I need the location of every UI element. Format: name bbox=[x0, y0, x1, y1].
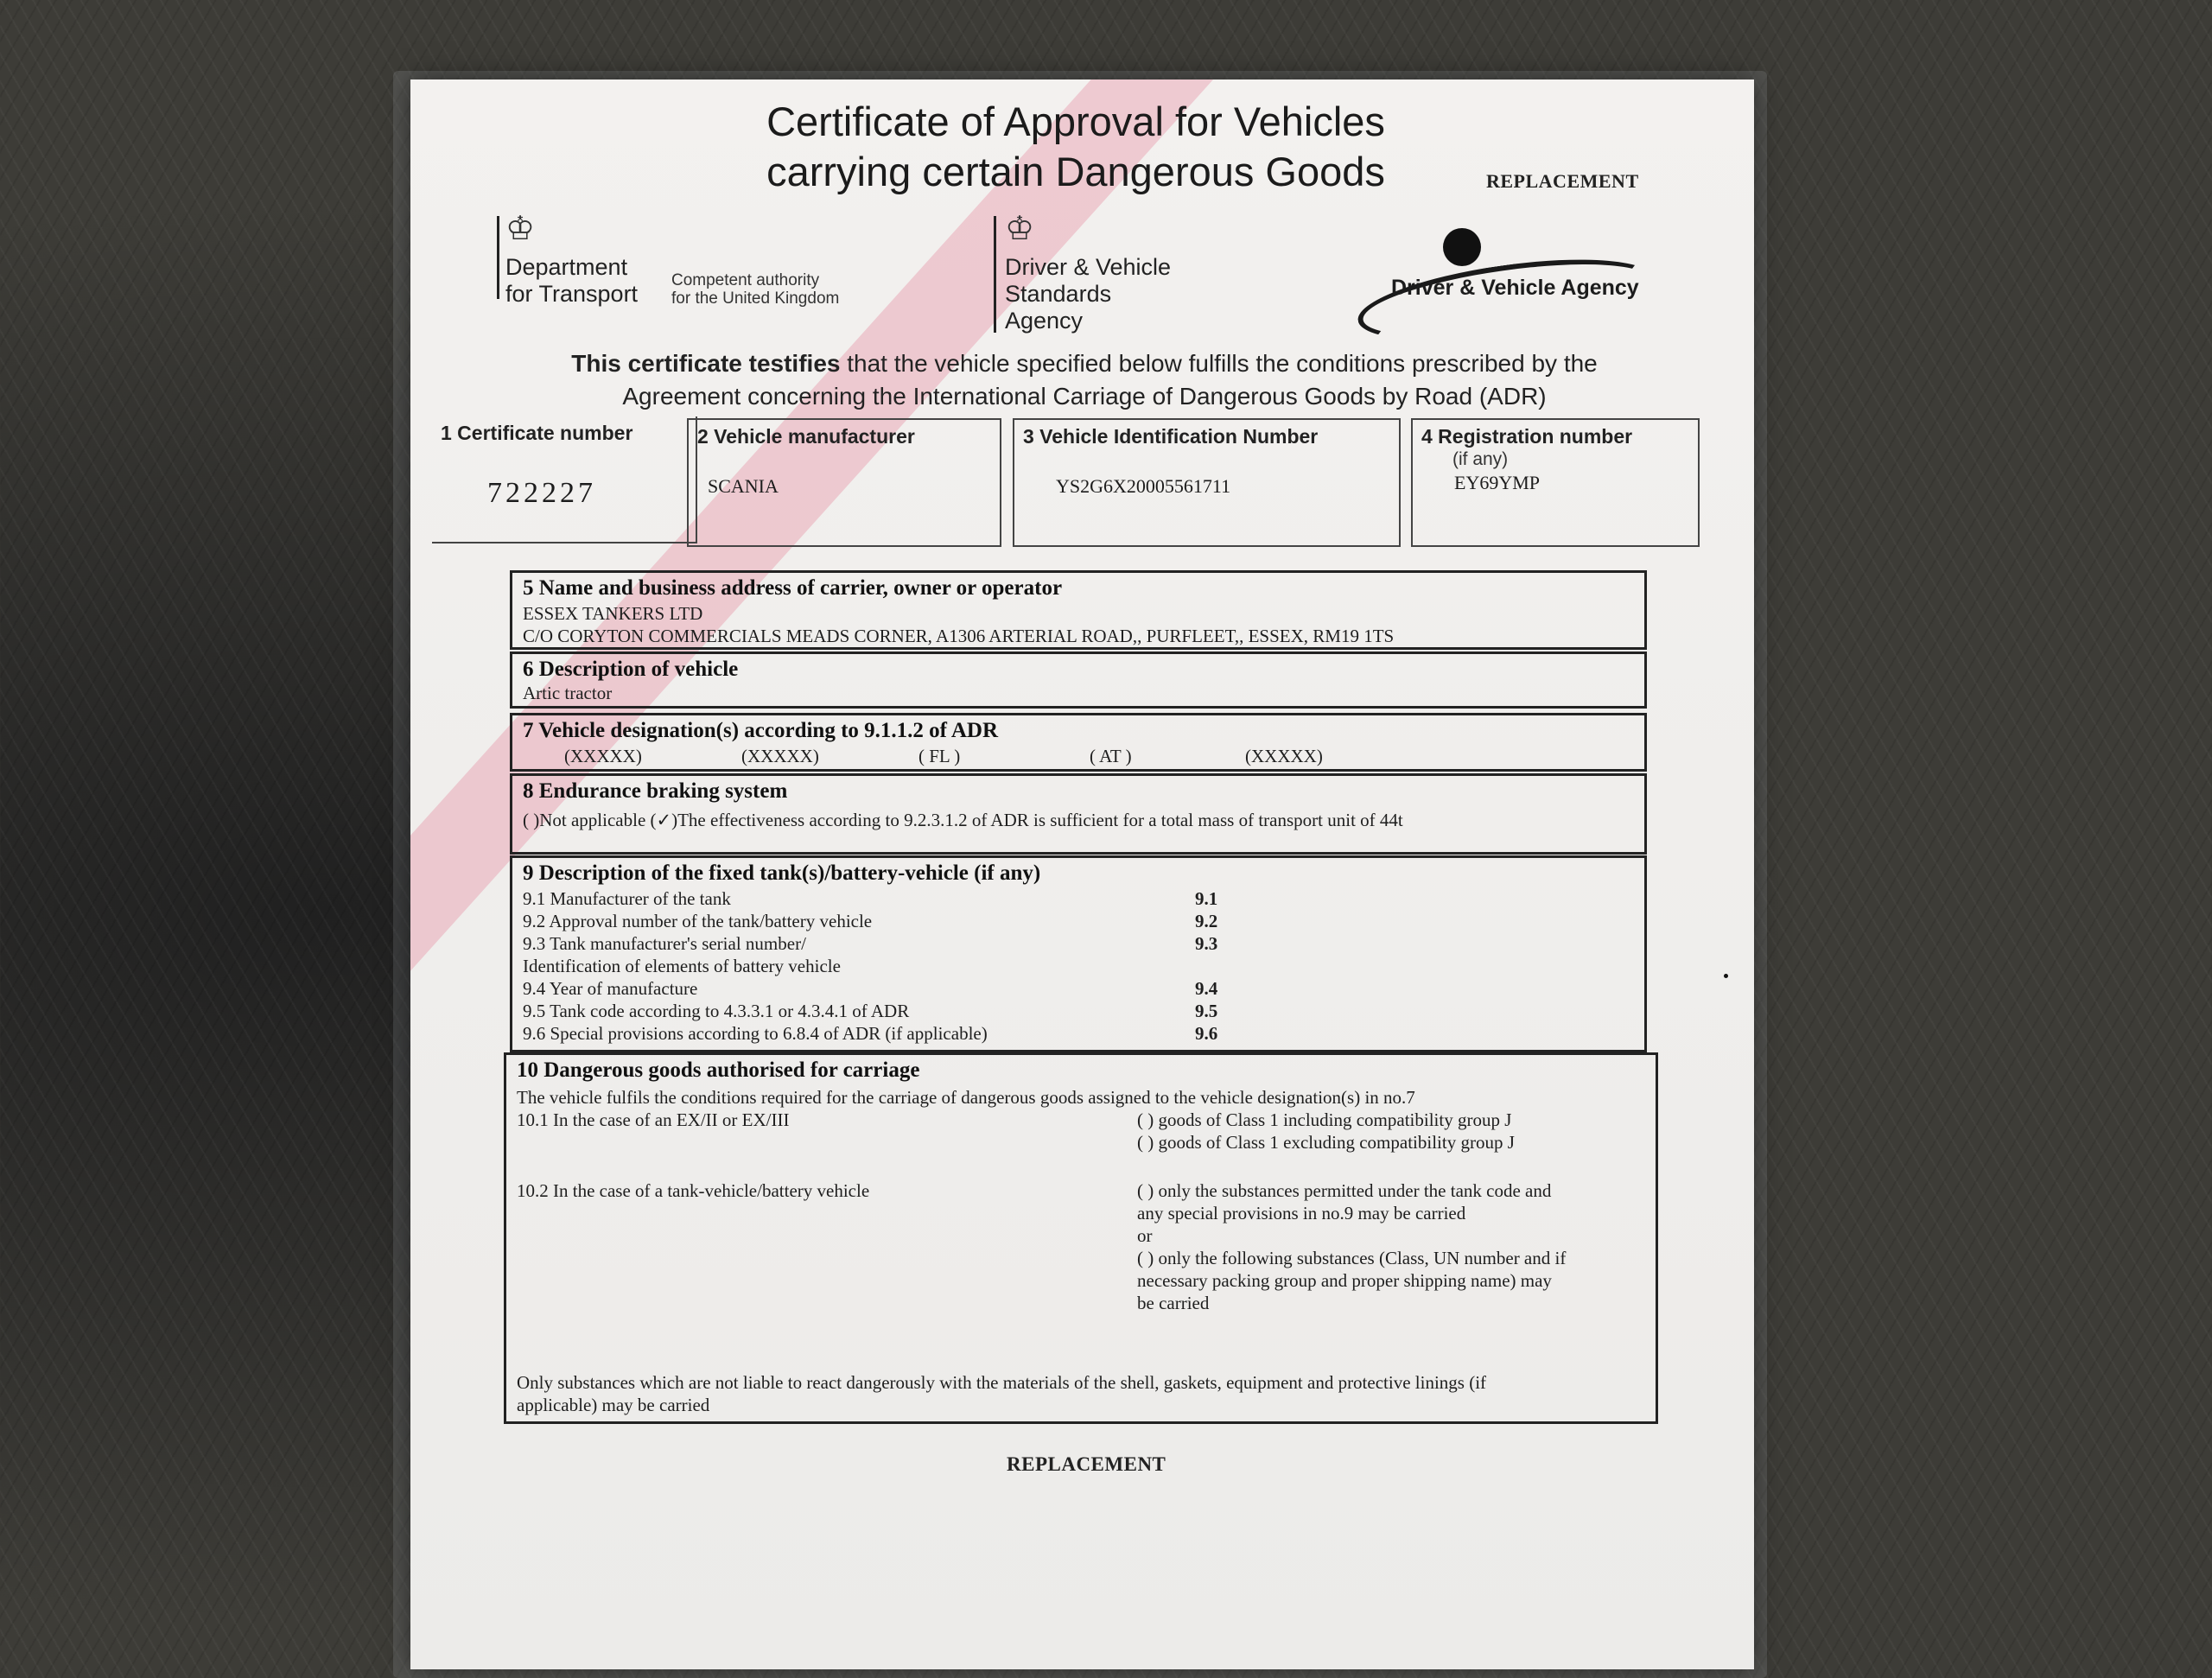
speck bbox=[1724, 974, 1728, 978]
section-9-tank bbox=[510, 855, 1647, 1052]
certificate-number-value: 722227 bbox=[487, 477, 596, 509]
field-label: 3 Vehicle Identification Number bbox=[1023, 425, 1319, 448]
replacement-stamp-bottom: REPLACEMENT bbox=[1007, 1453, 1166, 1475]
tank-row-ref: 9.6 bbox=[1195, 1023, 1218, 1044]
testify-rest: that the vehicle specified below fulfills the conditions prescribed by the bbox=[840, 350, 1598, 377]
section-title: 7 Vehicle designation(s) according to 9.1.1.2 of ADR bbox=[523, 719, 998, 742]
dft-divider bbox=[497, 216, 499, 299]
field-vehicle-manufacturer bbox=[687, 418, 1001, 547]
dvsa-divider bbox=[994, 216, 996, 333]
title-line-1: Certificate of Approval for Vehicles bbox=[766, 99, 1385, 144]
tank-row-ref: 9.2 bbox=[1195, 911, 1218, 931]
braking-statement: ( )Not applicable (✓)The effectiveness according to 9.2.3.1.2 of ADR is sufficient for a total mass of transport unit of 44t bbox=[523, 810, 1403, 830]
section-6-description bbox=[510, 651, 1647, 709]
field-label: 1 Certificate number bbox=[441, 422, 633, 444]
dft-name-line-2: for Transport bbox=[505, 281, 639, 307]
tank-row-label: 9.4 Year of manufacture bbox=[523, 978, 698, 999]
dvsa-name-line-3: Agency bbox=[1005, 308, 1084, 334]
designation-item: ( FL ) bbox=[918, 746, 961, 766]
registration-number-value: EY69YMP bbox=[1454, 472, 1541, 493]
option-class1-including: ( ) goods of Class 1 including compatibility group J bbox=[1137, 1109, 1512, 1130]
field-label: 4 Registration number bbox=[1421, 425, 1633, 448]
section-title: 9 Description of the fixed tank(s)/battery-vehicle (if any) bbox=[523, 861, 1041, 885]
section-10-dangerous-goods bbox=[504, 1052, 1658, 1424]
option-following-2: necessary packing group and proper shipping name) may bbox=[1137, 1270, 1552, 1291]
designation-item: (XXXXX) bbox=[741, 746, 819, 766]
dvsa-name-line-2: Standards bbox=[1005, 281, 1112, 307]
royal-crest-icon: ♔ bbox=[505, 211, 536, 247]
vin-value: YS2G6X20005561711 bbox=[1056, 475, 1231, 497]
tank-row-label: Identification of elements of battery vehicle bbox=[523, 956, 841, 976]
row-10-1-label: 10.1 In the case of an EX/II or EX/III bbox=[517, 1109, 790, 1130]
dvsa-name-line-1: Driver & Vehicle bbox=[1005, 254, 1172, 280]
tank-row-label: 9.1 Manufacturer of the tank bbox=[523, 888, 731, 909]
testify-bold: This certificate testifies bbox=[571, 350, 841, 377]
field-certificate-number bbox=[432, 416, 697, 543]
footer-note-line-1: Only substances which are not liable to react dangerously with the materials of the shell, gaskets, equipment and protective linings (if bbox=[517, 1372, 1487, 1393]
section-10-intro: The vehicle fulfils the conditions required for the carriage of dangerous goods assigned to the vehicle designation(s) in no.7 bbox=[517, 1087, 1415, 1108]
field-label: 2 Vehicle manufacturer bbox=[697, 425, 915, 448]
or-text: or bbox=[1137, 1225, 1153, 1246]
field-sublabel: (if any) bbox=[1452, 449, 1509, 469]
designation-item: (XXXXX) bbox=[564, 746, 642, 766]
option-following-1: ( ) only the following substances (Class, UN number and if bbox=[1137, 1248, 1567, 1268]
vehicle-manufacturer-value: SCANIA bbox=[708, 475, 779, 497]
tank-row-label: 9.2 Approval number of the tank/battery vehicle bbox=[523, 911, 873, 931]
testify-line-2: Agreement concerning the International Carriage of Dangerous Goods by Road (ADR) bbox=[622, 383, 1547, 410]
field-registration-number bbox=[1411, 418, 1700, 547]
replacement-stamp-top: REPLACEMENT bbox=[1486, 170, 1639, 192]
row-10-2-label: 10.2 In the case of a tank-vehicle/battery vehicle bbox=[517, 1180, 870, 1201]
vehicle-description-value: Artic tractor bbox=[523, 683, 613, 703]
carrier-address: C/O CORYTON COMMERCIALS MEADS CORNER, A1306 ARTERIAL ROAD,, PURFLEET,, ESSEX, RM19 1TS bbox=[523, 626, 1395, 646]
tank-row-ref: 9.4 bbox=[1195, 978, 1218, 999]
certificate-page bbox=[410, 79, 1754, 1669]
tank-row-label: 9.6 Special provisions according to 6.8.4 of ADR (if applicable) bbox=[523, 1023, 988, 1044]
dva-logo-text: Driver & Vehicle Agency bbox=[1391, 276, 1639, 300]
section-7-designations bbox=[510, 713, 1647, 772]
royal-crest-icon: ♔ bbox=[1005, 211, 1035, 247]
option-class1-excluding: ( ) goods of Class 1 excluding compatibility group J bbox=[1137, 1132, 1515, 1153]
option-tank-code-1: ( ) only the substances permitted under the tank code and bbox=[1137, 1180, 1552, 1201]
title-line-2: carrying certain Dangerous Goods bbox=[766, 149, 1385, 194]
field-vin bbox=[1013, 418, 1401, 547]
section-title: 5 Name and business address of carrier, owner or operator bbox=[523, 576, 1063, 600]
section-title: 8 Endurance braking system bbox=[523, 779, 788, 803]
section-title: 10 Dangerous goods authorised for carriage bbox=[517, 1058, 920, 1082]
dva-logo-dot-icon bbox=[1443, 228, 1481, 266]
tank-row-ref: 9.5 bbox=[1195, 1001, 1218, 1021]
designation-item: ( AT ) bbox=[1090, 746, 1132, 766]
testify-statement bbox=[462, 347, 1707, 413]
option-following-3: be carried bbox=[1137, 1293, 1210, 1313]
tank-row-label: 9.5 Tank code according to 4.3.3.1 or 4.3.4.1 of ADR bbox=[523, 1001, 910, 1021]
competent-authority-line-1: Competent authority bbox=[671, 271, 820, 289]
section-5-carrier bbox=[510, 570, 1647, 650]
option-tank-code-2: any special provisions in no.9 may be carried bbox=[1137, 1203, 1466, 1224]
tank-row-ref: 9.1 bbox=[1195, 888, 1218, 909]
footer-note-line-2: applicable) may be carried bbox=[517, 1395, 710, 1415]
carrier-name: ESSEX TANKERS LTD bbox=[523, 603, 703, 624]
tank-row-label: 9.3 Tank manufacturer's serial number/ bbox=[523, 933, 806, 954]
designation-item: (XXXXX) bbox=[1245, 746, 1323, 766]
dft-name-line-1: Department bbox=[505, 254, 628, 280]
competent-authority-line-2: for the United Kingdom bbox=[671, 289, 840, 308]
section-8-braking bbox=[510, 773, 1647, 855]
section-title: 6 Description of vehicle bbox=[523, 658, 739, 681]
tank-row-ref: 9.3 bbox=[1195, 933, 1218, 954]
